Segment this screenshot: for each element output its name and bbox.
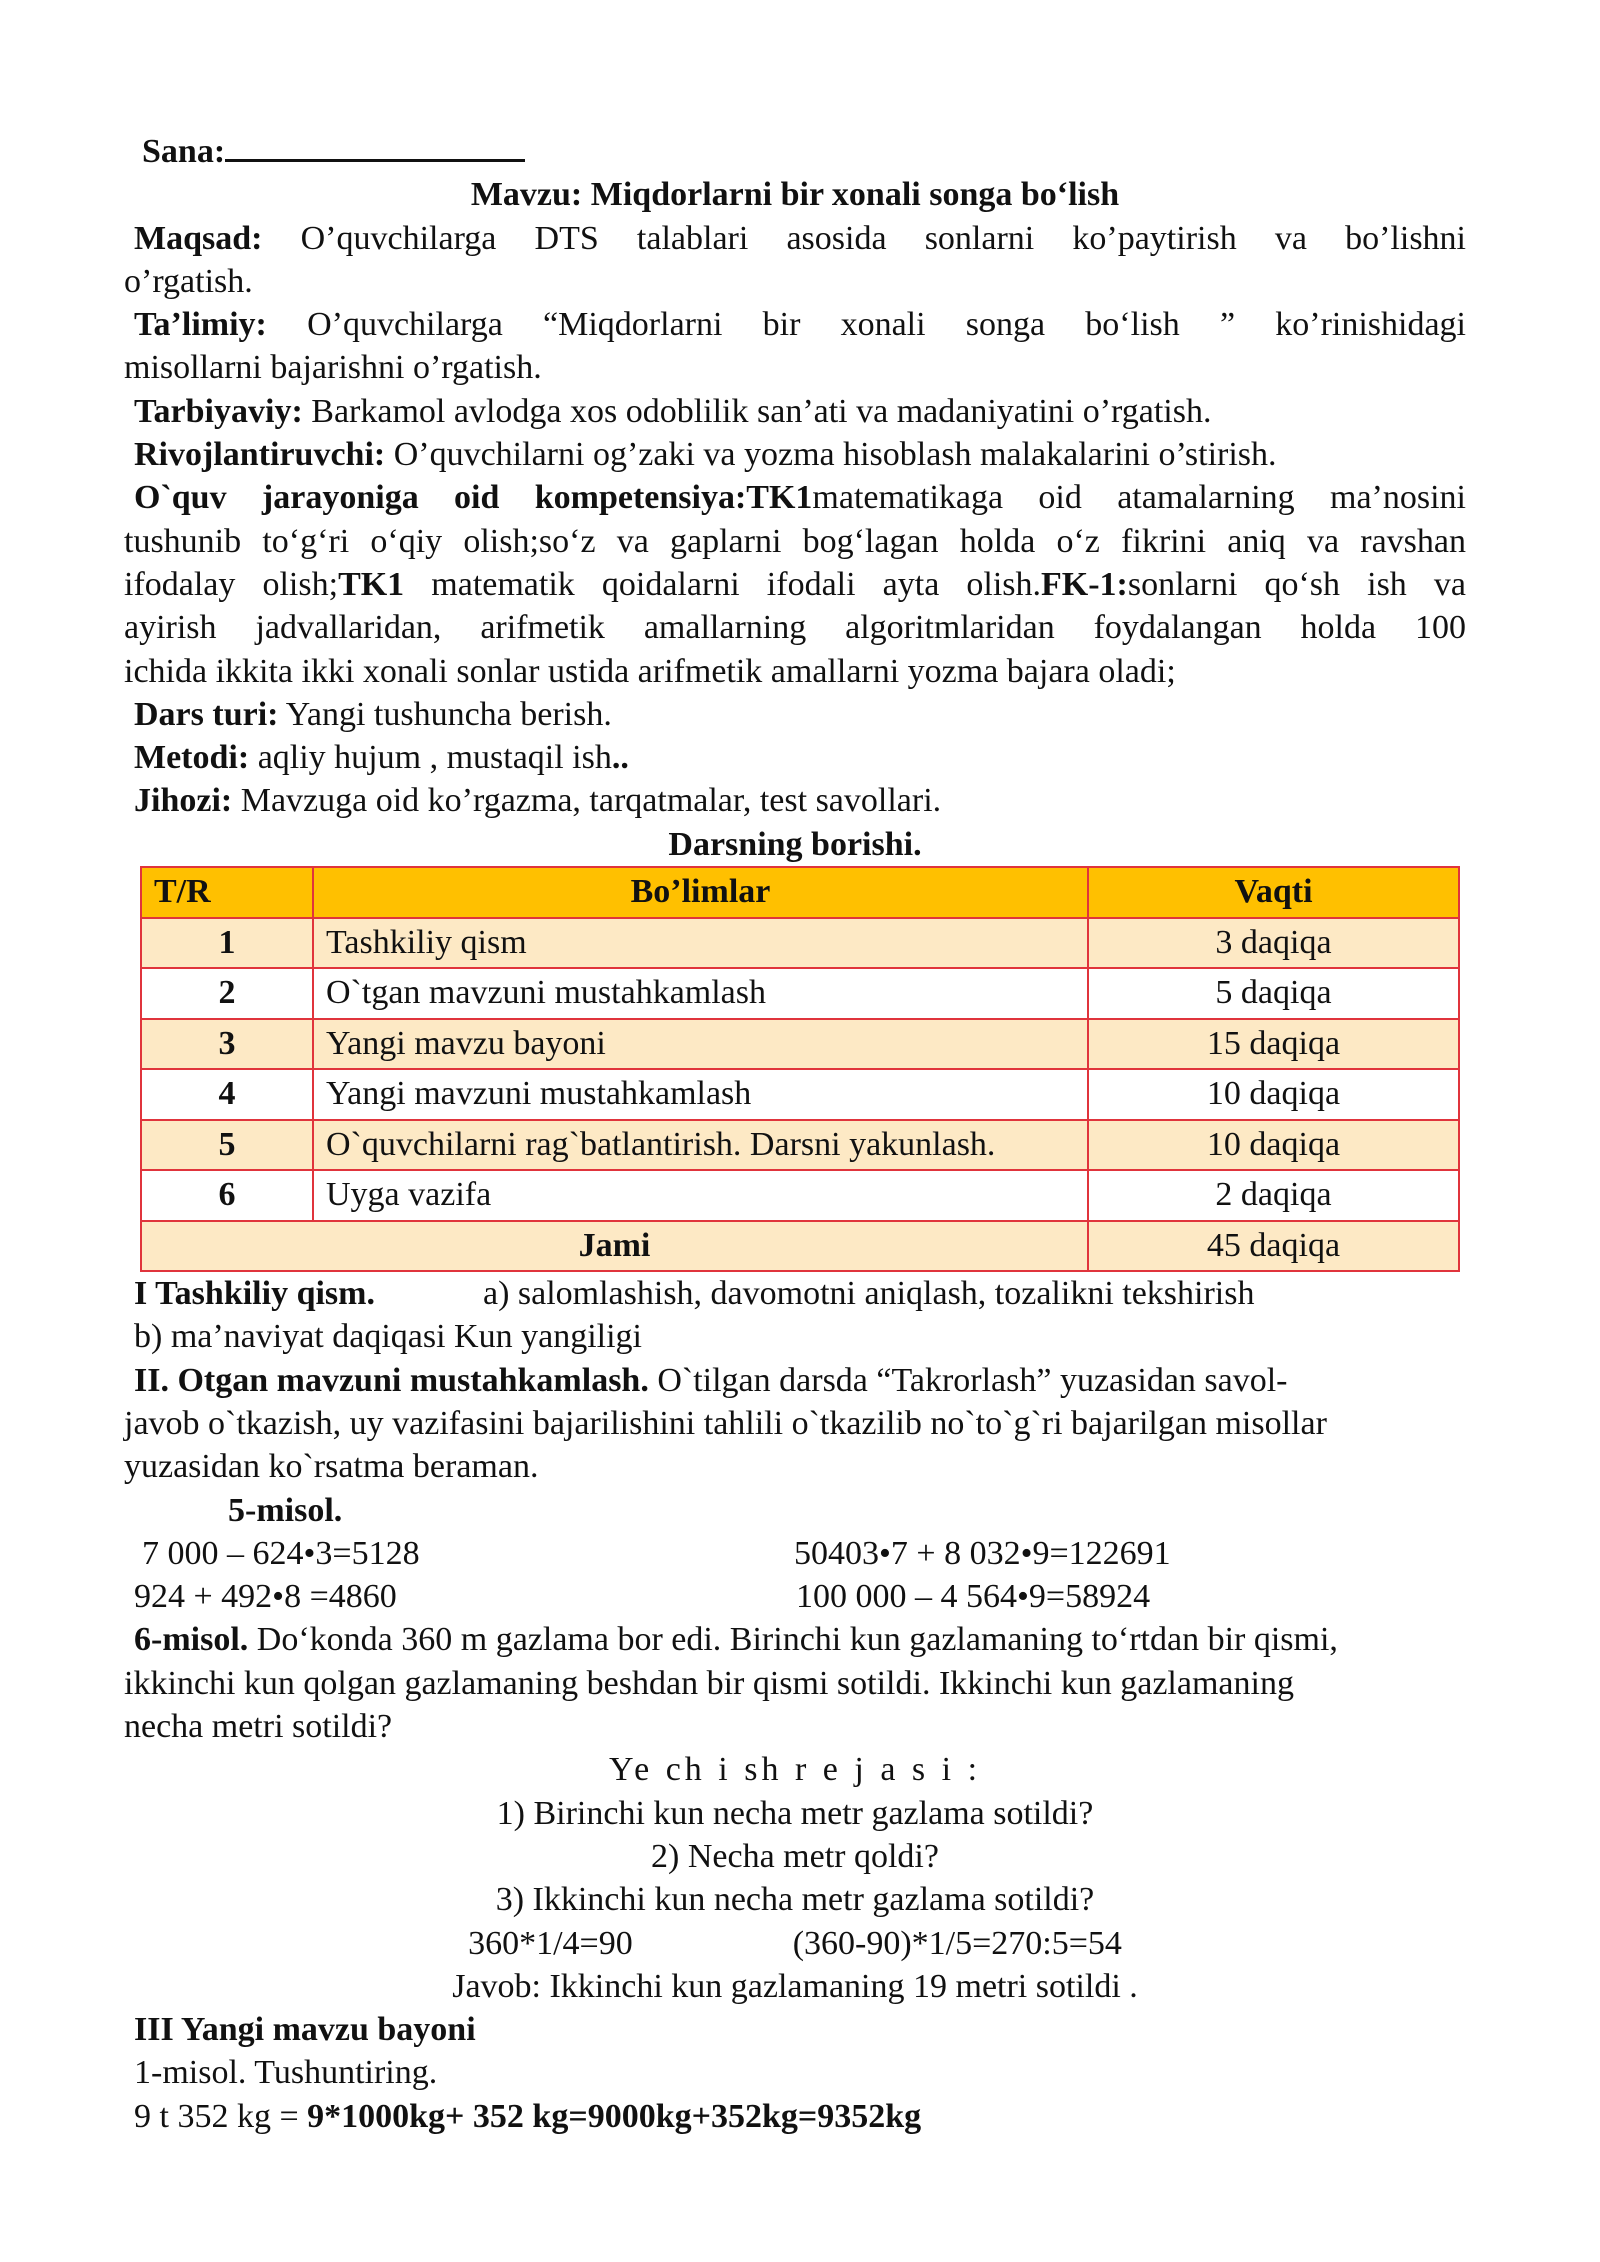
table-header-row: [141, 867, 1459, 918]
table-row: 3 Yangi mavzu bayoni 15 daqiqa: [141, 1019, 1459, 1070]
lesson-plan-page: [124, 130, 1466, 2138]
header-tr: T/R: [141, 867, 313, 918]
misol5-title: 5-misol.: [228, 1491, 343, 1529]
borishi-title: Darsning borishi.: [668, 825, 922, 863]
table-row: 6 Uyga vazifa 2 daqiqa: [141, 1170, 1459, 1221]
tashkiliy-line-2: b) ma’naviyat daqiqasi Kun yangiligi: [134, 1318, 642, 1356]
komp-line-5: ichida ikkita ikki xonali sonlar ustida arifmetik amallarni yozma bajara oladi;: [124, 652, 1176, 690]
komp-line-4: ayirish jadvallaridan, arifmetik amallarning algoritmlaridan foydalangan holda 100: [124, 609, 1466, 647]
misol5-row-1: 7 000 – 624•3=5128 50403•7 + 8 032•9=122691: [142, 1534, 1171, 1572]
reja-q2: 2) Necha metr qoldi?: [651, 1837, 939, 1875]
tarbiyaviy-line: Tarbiyaviy: Barkamol avlodga xos odoblilik san’ati va madaniyatini o’rgatish.: [134, 392, 1212, 430]
table-total-row: Jami 45 daqiqa: [141, 1221, 1459, 1272]
date-label: Sana:: [142, 133, 226, 170]
table-row: 5 O`quvchilarni rag`batlantirish. Darsni yakunlash. 10 daqiqa: [141, 1120, 1459, 1171]
reja-q3: 3) Ikkinchi kun necha metr gazlama sotildi?: [495, 1881, 1095, 1919]
talimiy-line-2: misollarni bajarishni o’rgatish.: [124, 349, 542, 387]
date-blank[interactable]: [225, 131, 525, 162]
otgan-line-3: yuzasidan ko`rsatma beraman.: [124, 1448, 539, 1486]
dars-turi-line: Dars turi: Yangi tushuncha berish.: [134, 695, 612, 733]
misol5-row-2: 924 + 492•8 =4860 100 000 – 4 564•9=58924: [134, 1578, 1151, 1616]
reja-title: Ye ch i sh r e j a s i :: [608, 1751, 982, 1789]
metodi-line: Metodi: aqliy hujum , mustaqil ish..: [134, 739, 629, 777]
table-row: 2 O`tgan mavzuni mustahkamlash 5 daqiqa: [141, 968, 1459, 1019]
otgan-line-2: javob o`tkazish, uy vazifasini bajarilishini tahlili o`tkazilib no`to`g`ri bajarilgan misollar: [124, 1404, 1327, 1442]
lesson-schedule-table: [140, 866, 1460, 1272]
misol6-line-2: ikkinchi kun qolgan gazlamaning beshdan bir qismi sotildi. Ikkinchi kun gazlamaning: [124, 1664, 1294, 1702]
reja-q1: 1) Birinchi kun necha metr gazlama sotildi?: [496, 1794, 1094, 1832]
reja-javob: Javob: Ikkinchi kun gazlamaning 19 metri sotildi .: [452, 1967, 1138, 2005]
header-bolimlar: Bo’limlar: [313, 867, 1088, 918]
rivoj-line: Rivojlantiruvchi: O’quvchilarni og’zaki va yozma hisoblash malakalarini o’stirish.: [134, 436, 1277, 474]
komp-line-2: tushunib to‘g‘ri o‘qiy olish;so‘z va gaplarni bog‘lagan holda o‘z fikrini aniq va ravshan: [124, 522, 1466, 560]
date-line: [124, 130, 1466, 173]
header-vaqti: Vaqti: [1088, 867, 1459, 918]
komp-line-3: ifodalay olish;TK1 matematik qoidalarni ifodali ayta olish.FK-1:sonlarni qo‘sh ish va: [124, 565, 1466, 603]
misol6-line-3: necha metri sotildi?: [124, 1708, 393, 1746]
talimiy-line-1: Ta’limiy: O’quvchilarga “Miqdorlarni bir xonali songa bo‘lish ” ko’rinishidagi: [134, 306, 1466, 344]
yangi-equation: 9 t 352 kg = 9*1000kg+ 352 kg=9000kg+352kg=9352kg: [134, 2097, 922, 2135]
otgan-line-1: II. Otgan mavzuni mustahkamlash. O`tilgan darsda “Takrorlash” yuzasidan savol-: [134, 1361, 1288, 1399]
yangi-misol1: 1-misol. Tushuntiring.: [134, 2054, 438, 2092]
reja-solution: 360*1/4=90 (360-90)*1/5=270:5=54: [468, 1924, 1122, 1962]
misol6-line-1: 6-misol. Do‘konda 360 m gazlama bor edi. Birinchi kun gazlamaning to‘rtdan bir qismi,: [134, 1621, 1338, 1659]
komp-line-1: O`quv jarayoniga oid kompetensiya:TK1matematikaga oid atamalarning ma’nosini: [134, 479, 1466, 517]
table-row: 4 Yangi mavzuni mustahkamlash 10 daqiqa: [141, 1069, 1459, 1120]
tashkiliy-line: I Tashkiliy qism. a) salomlashish, davomotni aniqlash, tozalikni tekshirish: [134, 1275, 1255, 1313]
maqsad-line-1: Maqsad: O’quvchilarga DTS talablari asosida sonlarni ko’paytirish va bo’lishni: [134, 219, 1466, 257]
jihozi-line: Jihozi: Mavzuga oid ko’rgazma, tarqatmalar, test savollari.: [134, 782, 942, 820]
lesson-title: Mavzu: Miqdorlarni bir xonali songa bo‘lish: [470, 176, 1120, 214]
maqsad-line-2: o’rgatish.: [124, 262, 253, 300]
yangi-title: III Yangi mavzu bayoni: [134, 2011, 476, 2049]
table-row: 1 Tashkiliy qism 3 daqiqa: [141, 918, 1459, 969]
